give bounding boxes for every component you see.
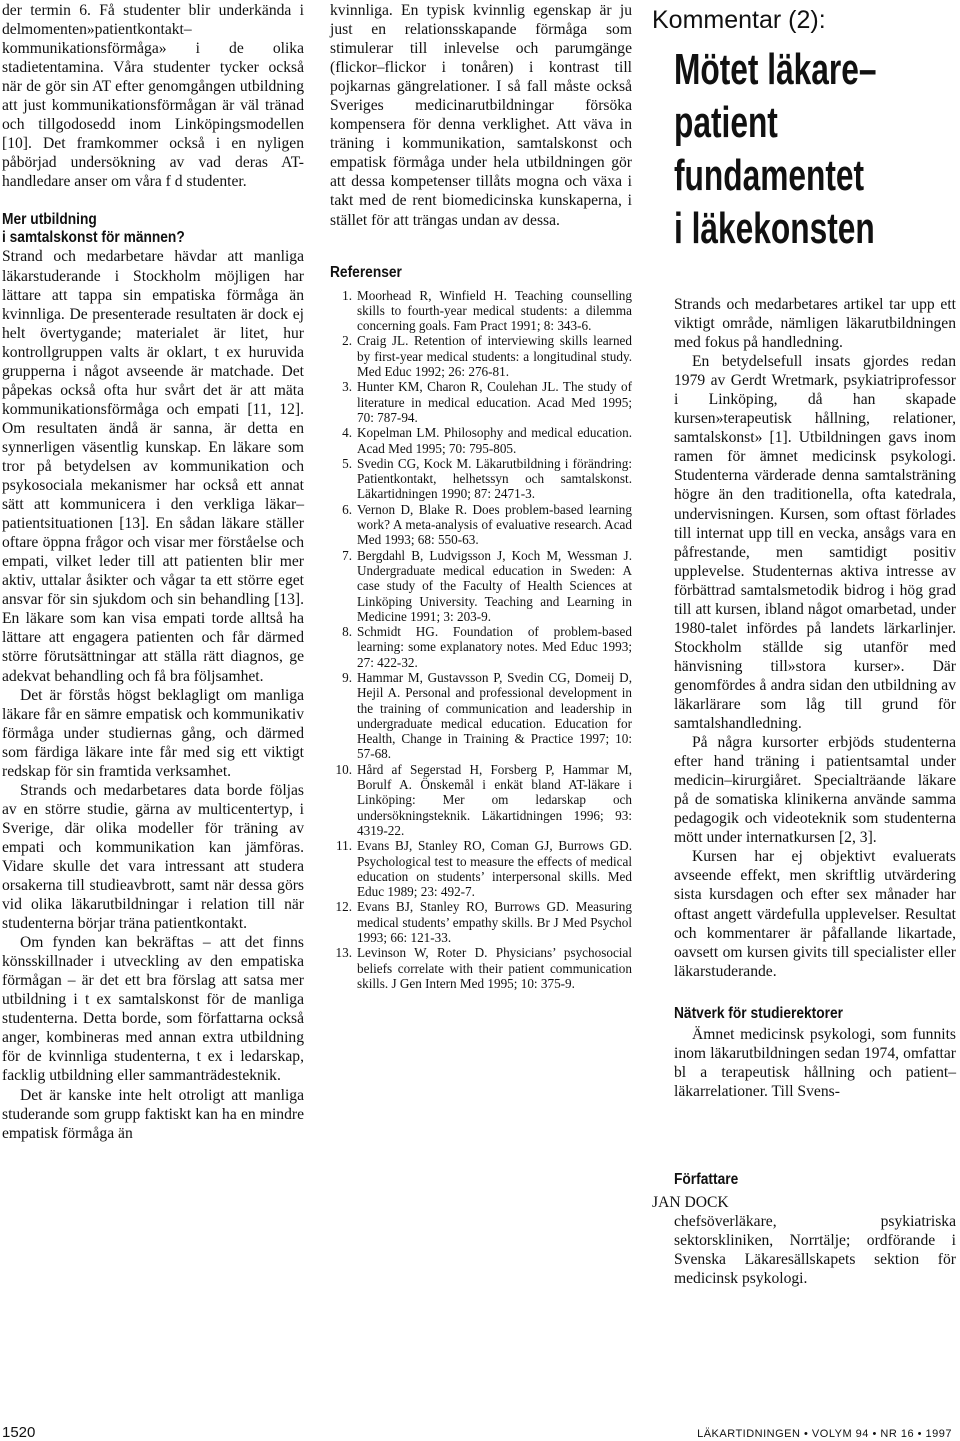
reference-item <box>330 425 632 456</box>
author-heading: Författare <box>674 1170 739 1188</box>
author-description: chefsöverläkare, psykiatriska sektorskliniken, Norrtälje; ordförande i Svenska Läkaresällskapets sektion för medicinsk psykologi. <box>674 1212 956 1287</box>
reference-number: 13. <box>335 945 352 961</box>
reference-number: 3. <box>342 379 352 395</box>
reference-text: Kopelman LM. Philosophy and medical education. Acad Med 1995; 70: 795-805. <box>357 425 632 456</box>
column-2 <box>330 0 632 991</box>
kommentar-label: Kommentar (2): <box>652 6 826 34</box>
reference-text: Hunter KM, Charon R, Coulehan JL. The study of literature in medical education. Acad Med 1995; 70: 787-94. <box>357 379 632 425</box>
headline-line: fundamentet <box>674 151 865 200</box>
reference-number: 11. <box>336 838 352 854</box>
subheading-more-training <box>2 211 262 247</box>
reference-text: Hård af Segerstad H, Forsberg P, Hammar M, Borulf A. Önskemål i enkät bland AT-läkare i Linköping: Mer om ledarskap och undersökningsteknik. Läkartidningen 1996; 93: 4319-22. <box>357 761 632 838</box>
paragraph: En betydelsefull insats gjordes redan 1979 av Gerdt Wretmark, psykiatriprofessor i Linköping, då han skapade kursen»terapeutisk hållning, relationer, samtalskonst» [1]. Utbildningen gavs inom ramen för ämnet medicinsk psykologi. Studenterna värderade denna samtalsträning högre än den traditionella, ofta katedrala, undervisningen. Kursen, som oftast förlades till internat upp till en vecka, ansågs vara en påfrestande, men samtidigt positiv upplevelse. Studenternas aktiva intresse av förbättrad samtalsmetodik bidrog i hög grad till att kursen, ibland något omarbetad, under 1980-talet infördes på landets lärkarlinjer. Stockholm ställde sig utanför med hänvisning till»stora kurser». Där genomfördes å andra sidan den utbildning av läkarlärare som låg till grund för samtalshandledning. <box>674 353 956 733</box>
paragraph: der termin 6. Få studenter blir underkända i delmomenten»patientkontakt–kommunikationsförmåga» i de olika stadietentamina. Våra studenter tycker också när de gör sin AT efter genomgången utbildning att just kommunikationsförmågan är väl tränad och tillgodosedd inom Linköpingsmodellen [10]. Det framkommer också i en nyligen påbörjad undersökning av vad deras AT-handledare anser om våra f d studenter. <box>2 2 304 191</box>
references-list <box>330 288 632 992</box>
reference-number: 4. <box>342 425 352 441</box>
paragraph: På några kursorter erbjöds studenterna efter hand träning i patientsamtal under medicin–kirurgiåret. Specialträande läkare på de somatiska klinikerna använde samma pedagogik och videoteknik som studenterna mött under internatkursen [2, 3]. <box>674 734 956 847</box>
journal-footer: LÄKARTIDNINGEN • VOLYM 94 • NR 16 • 1997 <box>697 1428 952 1440</box>
reference-number: 5. <box>342 455 352 471</box>
paragraph: kvinnliga. En typisk kvinnlig egenskap är ju just en relationsskapande förmåga som stimulerar till inlevelse och parumgänge (flickor–flickor i tonåren) i kontrast till pojkarnas gängrelationer. I så fall måste också Sveriges medicinarutbildningar försöka kompensera för denna verklighet. Att väva in träning i kommunikation, samtalskonst och empatisk förmåga under hela utbildningen gör att dessa kompetenser tillåts mogna och växa i takt med de rent biomedicinska kunskaperna, i stället för att trängas undan av dessa. <box>330 2 632 229</box>
paragraph: Strand och medarbetare hävdar att manliga läkarstuderande i Stockholm möjligen har lättare att tappa sin empatiska förmåga än kvinnliga. De presenterade resultaten är dock ej helt övertygande; materialet är litet, hur kontrollgruppen valts är oklart, t ex huruvida grupperna i något avseende är matchade. Det påpekas också ofta hur svårt det är att mäta kommunikationsförmåga och empati [11, 12]. Om resultaten ändå är sanna, är detta en synnerligen väsentlig kunskap. En läkare som tror på betydelsen av kommunikation och psykosociala mekanismer har också ett annat sätt att kommunicera i den verkliga läkar–patientsituationen [13]. En sådan läkare ställer oftare öppna frågor och visar mer förståelse och empati, vilket leder till att patienten blir mer aktiv, uttalar åsikter och vågar ta ett större eget ansvar för sin sjukdom och sin behandling [13]. En läkare som kan visa empati torde alltså ha lättare att engagera patienten och får därmed större förutsättningar att ställa rätt diagnos, ge adekvat behandling och få bra följsamhet. <box>2 248 304 685</box>
reference-item <box>330 288 632 334</box>
column-3-text <box>652 295 956 981</box>
paragraph: Ämnet medicinsk psykologi, som funnits inom läkarutbildningen sedan 1974, omfattar bl a terapeutisk hållning och patient–läkarrelationer. Till Svens- <box>674 1025 956 1100</box>
reference-item <box>330 899 632 945</box>
paragraph: Strands och medarbetares artikel tar upp ett viktigt område, nämligen läkarutbildningen med fokus på handledning. <box>674 296 956 352</box>
reference-number: 6. <box>342 501 352 517</box>
reference-item <box>330 624 632 670</box>
reference-text: Levinson W, Roter D. Physicians’ psychosocial beliefs correlate with their patient communication skills. J Gen Intern Med 1995; 10: 375-9. <box>357 945 632 991</box>
article-headline <box>674 43 877 255</box>
page-number: 1520 <box>2 1424 36 1441</box>
paragraph: Det är kanske inte helt otroligt att manliga studerande som grupp faktiskt kan ha en mindre empatisk förmåga än <box>2 1086 304 1142</box>
column-3 <box>652 0 956 1288</box>
headline-line: i läkekonsten <box>674 204 875 253</box>
subheading-line: i samtalskonst för männen? <box>2 229 185 247</box>
reference-text: Evans BJ, Stanley RO, Burrows GD. Measuring medical students’ empathy skills. Br J Med Psychol 1993; 66: 121-33. <box>357 899 632 946</box>
reference-number: 1. <box>342 287 352 303</box>
reference-item <box>330 945 632 991</box>
reference-item <box>330 548 632 624</box>
reference-text: Hammar M, Gustavsson P, Svedin CG, Domeij D, Hejil A. Personal and professional development in the training of communication and leadership in undergraduate medical education. Education for Health, Change in Training & Practice 1997; 10: 57-68. <box>357 669 632 762</box>
reference-text: Schmidt HG. Foundation of problem-based learning: some explanatory notes. Med Educ 1993; 27: 422-32. <box>357 624 632 670</box>
reference-text: Evans BJ, Stanley RO, Coman GJ, Burrows GD. Psychological test to measure the effects of medical education on students’ interpersonal skills. Med Educ 1989; 23: 492-7. <box>357 838 632 900</box>
author-name: JAN DOCK <box>652 1193 729 1211</box>
reference-number: 7. <box>342 547 352 563</box>
reference-text: Vernon D, Blake R. Does problem-based learning work? A meta-analysis of evaluative research. Acad Med 1993; 68: 550-63. <box>357 501 632 548</box>
column-1-text <box>2 1 304 1143</box>
paragraph: Strands och medarbetares data borde följas av en större studie, gärna av multicentertyp, i Sverige, där olika modeller för träning av empati och kommunikation kan jämföras. Vidare skulle det vara intressant att studera orsakerna till studieavbrott, samt när dessa görs vid olika läkarutbildningar i relation till när studenterna börjar träna patientkontakt. <box>2 781 304 933</box>
reference-item <box>330 502 632 548</box>
reference-item <box>330 762 632 838</box>
column-2-text <box>330 1 632 230</box>
headline-line: Mötet läkare– <box>674 45 877 94</box>
paragraph: Det är förstås högst beklagligt om manliga läkare får en sämre empatisk och kommunikativ förmåga under studiernas gång, och därmed som färdiga läkare inte får med sig ett viktigt redskap för sin framtida verksamhet. <box>2 686 304 780</box>
reference-item <box>330 670 632 762</box>
reference-text: Svedin CG, Kock M. Läkarutbildning i förändring: Patientkontakt, helhetssyn och samtalskonst. Läkartidningen 1990; 87: 2471-3. <box>357 455 632 502</box>
reference-number: 2. <box>342 333 352 349</box>
reference-text: Bergdahl B, Ludvigsson J, Koch M, Wessman J. Undergraduate medical education in Sweden: A case study of the Faculty of Health Sciences at Linköping University. Teaching and Learning in Medicine 1991; 3: 203-9. <box>357 547 632 624</box>
reference-text: Craig JL. Retention of interviewing skills learned by first-year medical students: a longitudinal study. Med Educ 1992; 26: 276-81. <box>357 333 632 380</box>
paragraph: Om fynden kan bekräftas – att det finns könsskillnader i utveckling av den empatiska förmågan – är det ett bra förslag att satsa mer utbildning i t ex samtalskonst för de manliga studenterna. Detta borde, som författarna också anger, kombineras med annan extra utbildning för de kvinnliga studenterna, t ex i ledarskap, facklig utbildning eller sammanträdesteknik. <box>2 934 304 1085</box>
reference-item <box>330 838 632 899</box>
headline-line: patient <box>674 98 778 147</box>
paragraph: Kursen har ej objektivt evaluerats avseende effekt, men skriftlig utvärdering sista kursdagen och efter sex månader har oftast angett värdefulla upplevelser. Resultat och kommentarer är påfallande likartade, oavsett om kursen givits till specialister eller läkarstuderande. <box>674 848 956 980</box>
reference-item <box>330 456 632 502</box>
column-3-text-2 <box>652 1025 956 1101</box>
reference-number: 10. <box>335 761 352 777</box>
reference-item <box>330 379 632 425</box>
reference-item <box>330 333 632 379</box>
reference-text: Moorhead R, Winfield H. Teaching counselling skills to fourth-year medical students: a dilemma concerning goals. Fam Pract 1991; 8: 343-6. <box>357 287 632 334</box>
subheading-line: Mer utbildning <box>2 211 97 229</box>
column-1 <box>2 0 304 1143</box>
reference-number: 12. <box>335 899 352 915</box>
reference-number: 9. <box>342 669 352 685</box>
reference-number: 8. <box>342 624 352 640</box>
references-heading: Referenser <box>330 263 402 281</box>
subheading-network: Nätverk för studierektorer <box>674 1004 844 1022</box>
